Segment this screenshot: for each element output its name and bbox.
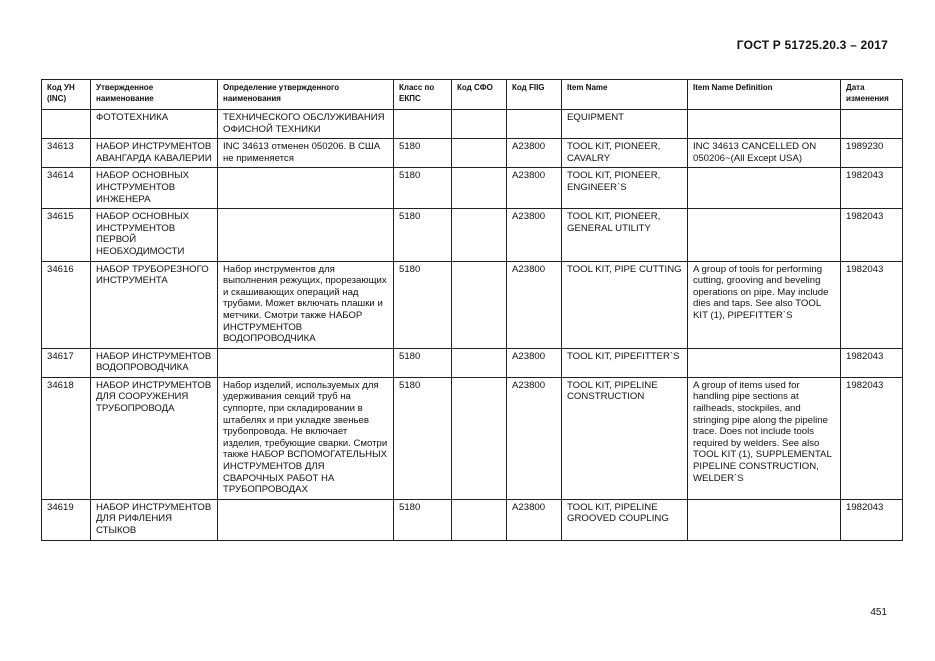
cell-item-name-definition — [688, 348, 841, 377]
cell-fiig-code: A23800 — [507, 168, 562, 209]
cell-name-definition: Набор инструментов для выполнения режущих, прорезающих и скашивающих операций над трубами. Может включать плашки и метчики. Смотри также НАБОР ИНСТРУМЕНТОВ ВОДОПРОВОДЧИКА — [218, 261, 394, 348]
cell-change-date: 1982043 — [841, 377, 903, 499]
cell-name-definition: INC 34613 отменен 050206. В США не применяется — [218, 139, 394, 168]
cell-item-name: TOOL KIT, PIONEER, CAVALRY — [562, 139, 688, 168]
column-header-approved-name: Утвержденное наименование — [91, 80, 218, 110]
cell-ekps-class: 5180 — [394, 209, 452, 261]
cell-inc: 34613 — [42, 139, 91, 168]
catalog-table — [41, 79, 903, 541]
cell-approved-name: НАБОР ОСНОВНЫХ ИНСТРУМЕНТОВ ПЕРВОЙ НЕОБХОДИМОСТИ — [91, 209, 218, 261]
cell-change-date: 1989230 — [841, 139, 903, 168]
table-header-row — [42, 80, 903, 110]
column-header-change-date: Дата изменения — [841, 80, 903, 110]
cell-ekps-class: 5180 — [394, 168, 452, 209]
table-row — [42, 348, 903, 377]
cell-sfo-code — [452, 499, 507, 540]
cell-item-name-definition — [688, 110, 841, 139]
cell-name-definition — [218, 499, 394, 540]
cell-inc: 34615 — [42, 209, 91, 261]
cell-approved-name: НАБОР ИНСТРУМЕНТОВ ВОДОПРОВОДЧИКА — [91, 348, 218, 377]
cell-fiig-code: A23800 — [507, 499, 562, 540]
cell-ekps-class: 5180 — [394, 377, 452, 499]
cell-ekps-class: 5180 — [394, 348, 452, 377]
cell-approved-name: ФОТОТЕХНИКА — [91, 110, 218, 139]
cell-name-definition — [218, 348, 394, 377]
column-header-inc: Код УН (INC) — [42, 80, 91, 110]
cell-item-name-definition: A group of tools for performing cutting, grooving and beveling operations on pipe. May include dies and taps. See also TOOL KIT (1), PIPEFITTER`S — [688, 261, 841, 348]
table-row — [42, 261, 903, 348]
cell-ekps-class — [394, 110, 452, 139]
cell-inc: 34616 — [42, 261, 91, 348]
cell-sfo-code — [452, 209, 507, 261]
cell-sfo-code — [452, 168, 507, 209]
cell-sfo-code — [452, 377, 507, 499]
cell-item-name-definition: A group of items used for handling pipe sections at railheads, stockpiles, and stringing pipe along the pipeline trace. Does not include tools required by welders. See also TOOL KIT (1), SUPPLEMENTAL PIPELINE CONSTRUCTION, WELDER`S — [688, 377, 841, 499]
cell-name-definition — [218, 209, 394, 261]
cell-inc: 34619 — [42, 499, 91, 540]
cell-fiig-code: A23800 — [507, 377, 562, 499]
column-header-item-name-definition: Item Name Definition — [688, 80, 841, 110]
cell-item-name: TOOL KIT, PIPE CUTTING — [562, 261, 688, 348]
cell-change-date: 1982043 — [841, 168, 903, 209]
cell-ekps-class: 5180 — [394, 261, 452, 348]
table-row — [42, 139, 903, 168]
column-header-fiig-code: Код FIIG — [507, 80, 562, 110]
cell-item-name: EQUIPMENT — [562, 110, 688, 139]
cell-name-definition: Набор изделий, используемых для удерживания секций труб на суппорте, при складировании в штабелях и при укладке звеньев трубопровода. Не включает изделия, требующие сварки. Смотри также НАБОР ВСПОМОГАТЕЛЬНЫХ ИНСТРУМЕНТОВ ДЛЯ СВАРОЧНЫХ РАБОТ НА ТРУБОПРОВОДАХ — [218, 377, 394, 499]
cell-item-name: TOOL KIT, PIONEER, GENERAL UTILITY — [562, 209, 688, 261]
table-row — [42, 209, 903, 261]
cell-ekps-class: 5180 — [394, 139, 452, 168]
cell-change-date — [841, 110, 903, 139]
cell-approved-name: НАБОР ТРУБОРЕЗНОГО ИНСТРУМЕНТА — [91, 261, 218, 348]
cell-item-name: TOOL KIT, PIPELINE CONSTRUCTION — [562, 377, 688, 499]
cell-fiig-code — [507, 110, 562, 139]
cell-approved-name: НАБОР ОСНОВНЫХ ИНСТРУМЕНТОВ ИНЖЕНЕРА — [91, 168, 218, 209]
cell-fiig-code: A23800 — [507, 209, 562, 261]
cell-item-name-definition — [688, 209, 841, 261]
cell-change-date: 1982043 — [841, 261, 903, 348]
cell-item-name-definition — [688, 499, 841, 540]
cell-item-name-definition: INC 34613 CANCELLED ON 050206~(All Except USA) — [688, 139, 841, 168]
document-code: ГОСТ Р 51725.20.3 – 2017 — [736, 38, 888, 52]
cell-sfo-code — [452, 110, 507, 139]
cell-fiig-code: A23800 — [507, 139, 562, 168]
cell-ekps-class: 5180 — [394, 499, 452, 540]
cell-approved-name: НАБОР ИНСТРУМЕНТОВ ДЛЯ СООРУЖЕНИЯ ТРУБОПРОВОДА — [91, 377, 218, 499]
table-row — [42, 110, 903, 139]
cell-sfo-code — [452, 348, 507, 377]
cell-change-date: 1982043 — [841, 209, 903, 261]
cell-change-date: 1982043 — [841, 348, 903, 377]
cell-inc: 34618 — [42, 377, 91, 499]
cell-item-name: TOOL KIT, PIPEFITTER`S — [562, 348, 688, 377]
cell-item-name: TOOL KIT, PIPELINE GROOVED COUPLING — [562, 499, 688, 540]
cell-item-name: TOOL KIT, PIONEER, ENGINEER`S — [562, 168, 688, 209]
column-header-sfo-code: Код СФО — [452, 80, 507, 110]
page-number: 451 — [870, 607, 887, 618]
cell-change-date: 1982043 — [841, 499, 903, 540]
column-header-item-name: Item Name — [562, 80, 688, 110]
cell-inc — [42, 110, 91, 139]
cell-item-name-definition — [688, 168, 841, 209]
cell-name-definition — [218, 168, 394, 209]
cell-inc: 34617 — [42, 348, 91, 377]
table-row — [42, 168, 903, 209]
cell-name-definition: ТЕХНИЧЕСКОГО ОБСЛУЖИВАНИЯ ОФИСНОЙ ТЕХНИКИ — [218, 110, 394, 139]
table-row — [42, 499, 903, 540]
column-header-name-definition: Определение утвержденного наименования — [218, 80, 394, 110]
cell-approved-name: НАБОР ИНСТРУМЕНТОВ ДЛЯ РИФЛЕНИЯ СТЫКОВ — [91, 499, 218, 540]
cell-fiig-code: A23800 — [507, 261, 562, 348]
cell-fiig-code: A23800 — [507, 348, 562, 377]
cell-approved-name: НАБОР ИНСТРУМЕНТОВ АВАНГАРДА КАВАЛЕРИИ — [91, 139, 218, 168]
cell-sfo-code — [452, 139, 507, 168]
column-header-ekps-class: Класс по ЕКПС — [394, 80, 452, 110]
table-row — [42, 377, 903, 499]
cell-inc: 34614 — [42, 168, 91, 209]
cell-sfo-code — [452, 261, 507, 348]
